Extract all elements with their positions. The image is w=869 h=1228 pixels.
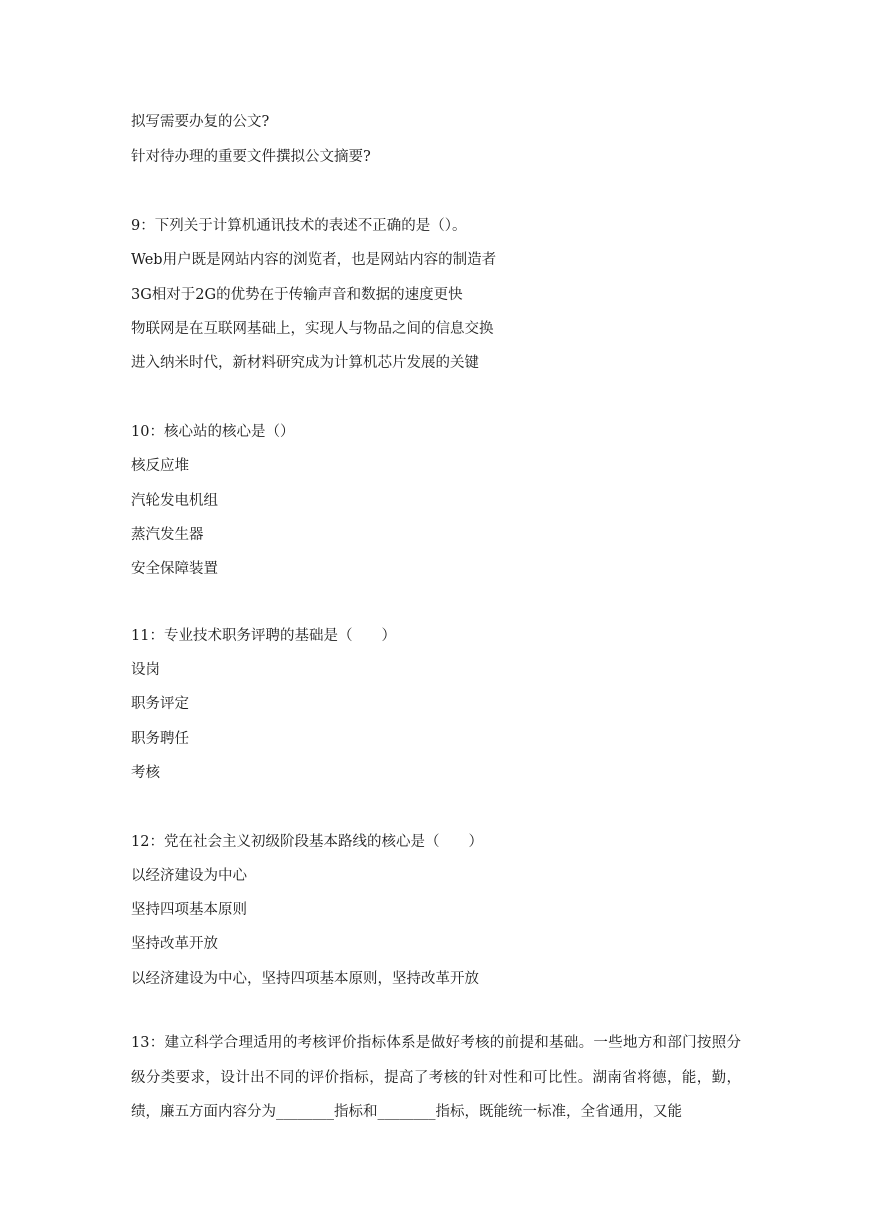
- question-11-option-b: 职务评定: [131, 696, 189, 712]
- question-11-option-c: 职务聘任: [131, 731, 189, 747]
- question-11-option-a: 设岗: [131, 662, 160, 678]
- question-9-option-b: 3G相对于2G的优势在于传输声音和数据的速度更快: [131, 287, 463, 303]
- question-10-stem: 10：核心站的核心是（）: [131, 424, 295, 440]
- question-12-stem: 12：党在社会主义初级阶段基本路线的核心是（ ）: [131, 834, 483, 850]
- question-10-option-a: 核反应堆: [131, 458, 189, 474]
- question-12-option-c: 坚持改革开放: [131, 936, 218, 952]
- question-9-stem: 9：下列关于计算机通讯技术的表述不正确的是（）。: [131, 218, 467, 234]
- question-9-option-a: Web用户既是网站内容的浏览者，也是网站内容的制造者: [131, 252, 497, 268]
- option-text: 针对待办理的重要文件撰拟公文摘要?: [131, 149, 371, 165]
- question-11-stem: 11：专业技术职务评聘的基础是（ ）: [131, 628, 396, 644]
- question-12-option-d: 以经济建设为中心，坚持四项基本原则，坚持改革开放: [131, 971, 479, 987]
- question-10-option-c: 蒸汽发生器: [131, 527, 204, 543]
- question-13-paragraph: 13：建立科学合理适用的考核评价指标体系是做好考核的前提和基础。一些地方和部门按照分级分类要求，设计出不同的评价指标，提高了考核的针对性和可比性。湖南省将德，能，勤，绩，廉五方面内容分为________指标和________指标，既能统一标准，全省通用，又能: [131, 1035, 741, 1120]
- question-10-option-d: 安全保障装置: [131, 561, 218, 577]
- question-9-option-c: 物联网是在互联网基础上，实现人与物品之间的信息交换: [131, 321, 494, 337]
- question-11-option-d: 考核: [131, 765, 160, 781]
- option-text: 拟写需要办复的公文?: [131, 114, 270, 130]
- question-12-option-a: 以经济建设为中心: [131, 868, 247, 884]
- question-12-option-b: 坚持四项基本原则: [131, 902, 247, 918]
- question-9-option-d: 进入纳米时代，新材料研究成为计算机芯片发展的关键: [131, 355, 479, 371]
- question-10-option-b: 汽轮发电机组: [131, 493, 218, 509]
